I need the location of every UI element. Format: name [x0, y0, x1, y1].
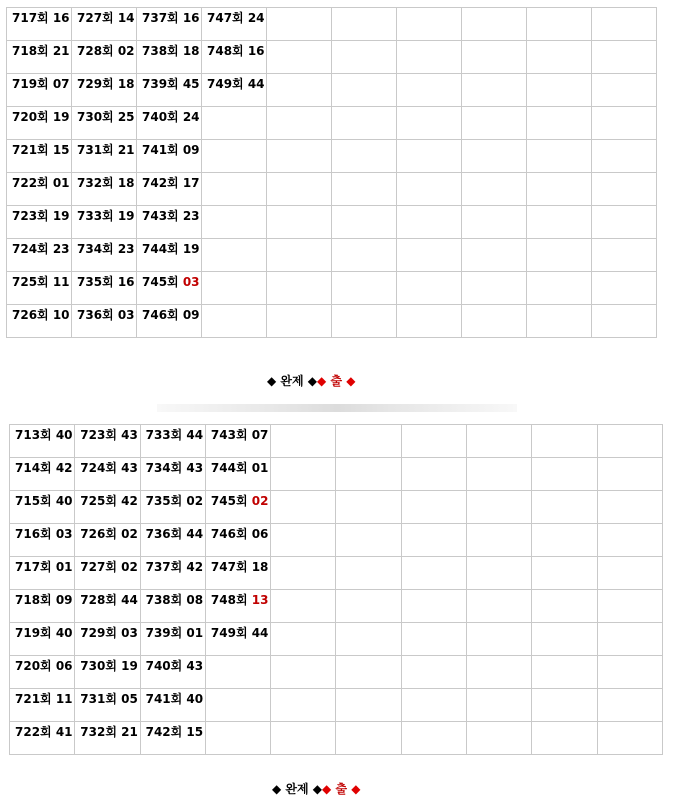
table-cell: 738회 18 [137, 41, 202, 74]
table-cell [467, 722, 532, 755]
table-cell [397, 206, 462, 239]
table-cell [462, 173, 527, 206]
table-cell [527, 74, 592, 107]
red-diamond-icon: ◆ [317, 374, 327, 388]
draw-table-1 [6, 7, 657, 338]
table-cell: 735회 16 [72, 272, 137, 305]
table-cell [467, 656, 532, 689]
table-cell [267, 272, 332, 305]
table-cell [267, 239, 332, 272]
table-cell [527, 206, 592, 239]
black-diamond-icon: ◆ [307, 374, 318, 388]
table-cell [205, 689, 270, 722]
table-cell [597, 491, 662, 524]
table-cell: 730회 25 [72, 107, 137, 140]
table-cell [467, 689, 532, 722]
table-cell [202, 140, 267, 173]
table-cell: 744회 01 [205, 458, 270, 491]
table-row [7, 41, 657, 74]
table-row [7, 74, 657, 107]
table-cell: 714회 42 [10, 458, 75, 491]
table-cell: 736회 44 [140, 524, 205, 557]
table-cell [597, 689, 662, 722]
table-cell [527, 272, 592, 305]
table-cell [597, 425, 662, 458]
table-cell [592, 8, 657, 41]
table-cell: 738회 08 [140, 590, 205, 623]
table-cell [462, 140, 527, 173]
table-cell: 741회 09 [137, 140, 202, 173]
table-cell [462, 206, 527, 239]
table-cell: 728회 02 [72, 41, 137, 74]
table-cell [401, 623, 466, 656]
table-cell [401, 491, 466, 524]
table-cell [267, 206, 332, 239]
table-cell [336, 491, 401, 524]
draw-table-2 [9, 424, 663, 755]
table-cell [336, 557, 401, 590]
table-cell: 720회 19 [7, 107, 72, 140]
table-cell [336, 425, 401, 458]
table-cell: 715회 40 [10, 491, 75, 524]
table-cell: 747회 24 [202, 8, 267, 41]
red-diamond-icon: ◆ [322, 782, 332, 796]
table-cell: 718회 21 [7, 41, 72, 74]
table-cell: 717회 16 [7, 8, 72, 41]
table-cell [271, 491, 336, 524]
table-cell: 727회 14 [72, 8, 137, 41]
table-cell [597, 656, 662, 689]
caption-2 [272, 780, 360, 797]
table-cell [462, 239, 527, 272]
table-cell [401, 590, 466, 623]
table-cell [527, 41, 592, 74]
table-cell [401, 524, 466, 557]
table-cell [467, 491, 532, 524]
table-cell: 719회 07 [7, 74, 72, 107]
caption-word-2: 출 [335, 782, 348, 796]
table-cell [532, 623, 597, 656]
table-cell: 743회 23 [137, 206, 202, 239]
table-cell [592, 41, 657, 74]
table-cell [336, 590, 401, 623]
table-cell: 719회 40 [10, 623, 75, 656]
table-cell [137, 272, 202, 305]
table-cell: 749회 44 [205, 623, 270, 656]
table-cell [462, 41, 527, 74]
table-cell [401, 458, 466, 491]
table-cell [597, 458, 662, 491]
table-cell: 747회 18 [205, 557, 270, 590]
table-cell [592, 107, 657, 140]
table-cell [532, 491, 597, 524]
table-cell: 724회 23 [7, 239, 72, 272]
table-cell: 732회 18 [72, 173, 137, 206]
table-cell [532, 656, 597, 689]
table-cell [592, 173, 657, 206]
table-cell: 721회 11 [10, 689, 75, 722]
table-cell: 723회 43 [75, 425, 140, 458]
table-row [7, 107, 657, 140]
table-cell [336, 689, 401, 722]
table-cell [267, 8, 332, 41]
caption-word-1: 완제 [285, 782, 309, 796]
table-cell [332, 74, 397, 107]
table-cell [202, 239, 267, 272]
table-cell: 718회 09 [10, 590, 75, 623]
table-row [10, 491, 663, 524]
draw-number: 745회 [210, 494, 252, 508]
table-cell [592, 74, 657, 107]
table-cell [597, 722, 662, 755]
table-cell [532, 722, 597, 755]
table-cell [336, 722, 401, 755]
table-cell: 720회 06 [10, 656, 75, 689]
table-cell [205, 491, 270, 524]
table-cell [267, 41, 332, 74]
table-cell: 740회 24 [137, 107, 202, 140]
table-cell [202, 305, 267, 338]
table-cell: 744회 19 [137, 239, 202, 272]
table-cell [271, 458, 336, 491]
table-row [10, 425, 663, 458]
table-cell: 733회 19 [72, 206, 137, 239]
table-cell [202, 206, 267, 239]
table-cell [597, 623, 662, 656]
table-cell: 746회 06 [205, 524, 270, 557]
table-cell: 725회 42 [75, 491, 140, 524]
table-cell: 736회 03 [72, 305, 137, 338]
table-cell [467, 425, 532, 458]
table-cell [336, 656, 401, 689]
table-cell [271, 623, 336, 656]
highlighted-number: 03 [182, 275, 200, 289]
table-cell [397, 8, 462, 41]
black-diamond-icon: ◆ [312, 782, 323, 796]
table-cell: 731회 05 [75, 689, 140, 722]
table-cell [527, 8, 592, 41]
table-cell [271, 656, 336, 689]
table-cell: 734회 43 [140, 458, 205, 491]
table-cell [532, 689, 597, 722]
table-row [7, 239, 657, 272]
table-cell [532, 458, 597, 491]
table-cell: 732회 21 [75, 722, 140, 755]
table-cell: 722회 01 [7, 173, 72, 206]
table-cell: 722회 41 [10, 722, 75, 755]
table-cell: 733회 44 [140, 425, 205, 458]
table-cell: 742회 17 [137, 173, 202, 206]
table-cell: 726회 02 [75, 524, 140, 557]
table-cell: 737회 16 [137, 8, 202, 41]
draw-number: 745회 [142, 275, 183, 289]
table-cell [397, 140, 462, 173]
table-cell [401, 557, 466, 590]
table-cell [401, 689, 466, 722]
table-cell [267, 173, 332, 206]
table-cell: 734회 23 [72, 239, 137, 272]
table-cell: 723회 19 [7, 206, 72, 239]
table-cell: 729회 18 [72, 74, 137, 107]
table-row [10, 722, 663, 755]
table-cell: 749회 44 [202, 74, 267, 107]
table-cell [532, 557, 597, 590]
highlighted-number: 02 [251, 494, 269, 508]
table-cell: 725회 11 [7, 272, 72, 305]
divider-shadow [157, 404, 517, 412]
table-cell [397, 305, 462, 338]
table-cell [332, 41, 397, 74]
table-cell [332, 140, 397, 173]
table-cell [592, 272, 657, 305]
table-cell: 748회 16 [202, 41, 267, 74]
table-cell: 728회 44 [75, 590, 140, 623]
table-cell [271, 425, 336, 458]
table-cell [332, 239, 397, 272]
caption-1 [267, 372, 355, 389]
table-cell [592, 206, 657, 239]
table-cell [336, 623, 401, 656]
table-cell [397, 173, 462, 206]
table-cell [332, 206, 397, 239]
table-cell [271, 557, 336, 590]
table-cell [532, 524, 597, 557]
table-cell [205, 656, 270, 689]
table-row [7, 8, 657, 41]
table-cell [467, 590, 532, 623]
table-cell [592, 140, 657, 173]
black-diamond-icon: ◆ [267, 374, 277, 388]
table-cell: 742회 15 [140, 722, 205, 755]
table-cell [467, 557, 532, 590]
table-row [10, 458, 663, 491]
table-cell: 730회 19 [75, 656, 140, 689]
table-cell: 724회 43 [75, 458, 140, 491]
table-cell [271, 524, 336, 557]
table-cell [332, 107, 397, 140]
table-cell [401, 656, 466, 689]
table-cell [597, 524, 662, 557]
table-cell [467, 524, 532, 557]
table-row [10, 590, 663, 623]
table-cell [467, 623, 532, 656]
table-cell [467, 458, 532, 491]
table-cell [332, 173, 397, 206]
table-cell [527, 140, 592, 173]
table-cell [401, 425, 466, 458]
table-cell [592, 305, 657, 338]
table-row [7, 305, 657, 338]
table-cell [332, 8, 397, 41]
table-cell [592, 239, 657, 272]
table-cell [332, 272, 397, 305]
table-cell [462, 74, 527, 107]
red-diamond-icon: ◆ [346, 374, 356, 388]
table-cell: 731회 21 [72, 140, 137, 173]
table-cell [597, 590, 662, 623]
table-cell: 741회 40 [140, 689, 205, 722]
table-cell [397, 107, 462, 140]
caption-word-2: 출 [330, 374, 343, 388]
table-row [7, 140, 657, 173]
table-cell [267, 107, 332, 140]
table-cell: 717회 01 [10, 557, 75, 590]
table-cell [332, 305, 397, 338]
table-cell: 743회 07 [205, 425, 270, 458]
table-cell [462, 8, 527, 41]
table-row [7, 206, 657, 239]
table-cell: 740회 43 [140, 656, 205, 689]
table-cell [462, 305, 527, 338]
table-cell [401, 722, 466, 755]
table-cell [397, 41, 462, 74]
table-cell [462, 272, 527, 305]
table-cell [267, 74, 332, 107]
table-cell [397, 272, 462, 305]
table-cell [336, 458, 401, 491]
table-cell [527, 305, 592, 338]
table-cell: 739회 45 [137, 74, 202, 107]
table-cell [271, 590, 336, 623]
caption-word-1: 완제 [280, 374, 304, 388]
table-cell [532, 590, 597, 623]
table-cell: 716회 03 [10, 524, 75, 557]
table-cell [397, 239, 462, 272]
table-cell [336, 524, 401, 557]
table-cell [267, 140, 332, 173]
table-cell: 721회 15 [7, 140, 72, 173]
table-cell [532, 425, 597, 458]
table-cell: 729회 03 [75, 623, 140, 656]
table-cell [202, 173, 267, 206]
draw-number: 748회 [210, 593, 252, 607]
table-cell: 746회 09 [137, 305, 202, 338]
table-cell [527, 173, 592, 206]
table-row [10, 623, 663, 656]
table-row [7, 272, 657, 305]
table-row [10, 557, 663, 590]
table-cell: 713회 40 [10, 425, 75, 458]
table-cell [527, 239, 592, 272]
table-cell [271, 689, 336, 722]
table-cell [271, 722, 336, 755]
table-cell: 727회 02 [75, 557, 140, 590]
table-cell [527, 107, 592, 140]
table-row [7, 173, 657, 206]
table-row [10, 524, 663, 557]
table-cell [202, 107, 267, 140]
highlighted-number: 13 [251, 593, 269, 607]
table-cell [462, 107, 527, 140]
table-cell [597, 557, 662, 590]
table-cell [202, 272, 267, 305]
table-cell: 737회 42 [140, 557, 205, 590]
table-cell [397, 74, 462, 107]
table-row [10, 656, 663, 689]
table-cell [205, 722, 270, 755]
table-cell: 739회 01 [140, 623, 205, 656]
red-diamond-icon: ◆ [351, 782, 361, 796]
table-row [10, 689, 663, 722]
table-cell: 726회 10 [7, 305, 72, 338]
table-cell [267, 305, 332, 338]
table-cell: 735회 02 [140, 491, 205, 524]
table-cell [205, 590, 270, 623]
black-diamond-icon: ◆ [272, 782, 282, 796]
